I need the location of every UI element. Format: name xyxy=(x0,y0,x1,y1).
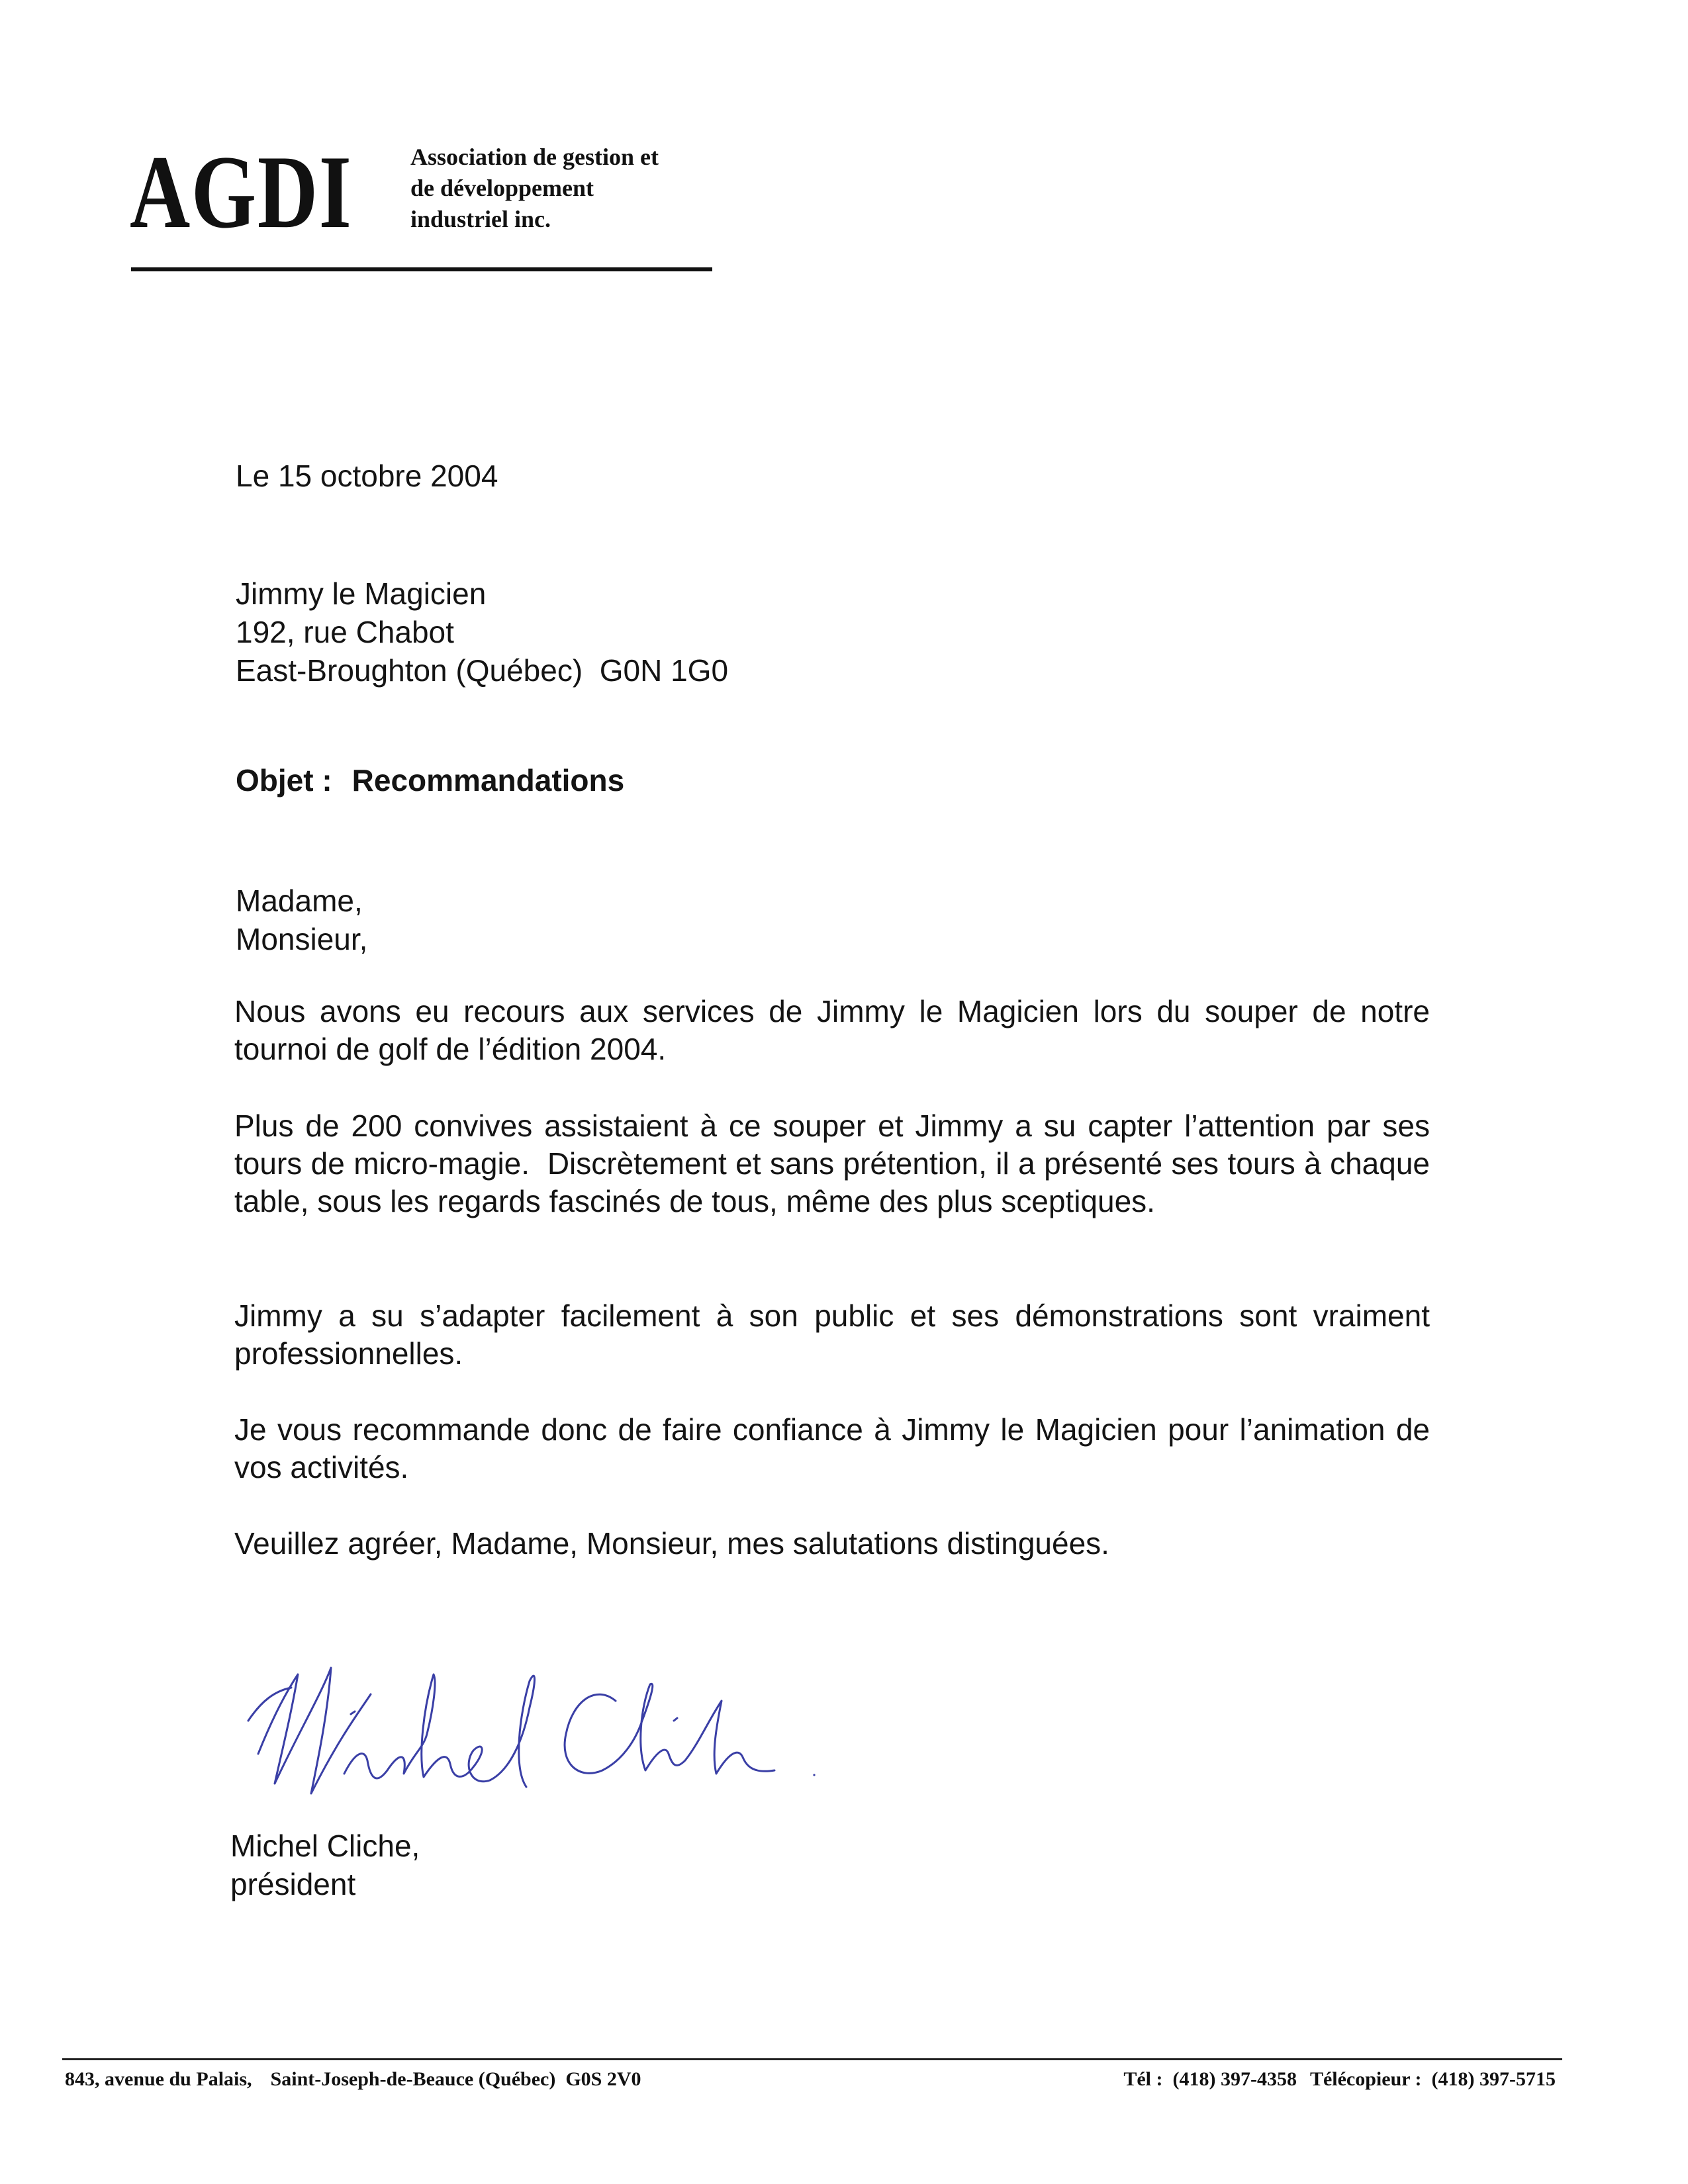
footer-fax: Télécopieur : (418) 397-5715 xyxy=(1309,2068,1556,2090)
body-paragraph: Plus de 200 convives assistaient à ce souper et Jimmy a su capter l’attention par ses tours de micro-magie. Discrètement et sans prétention, il a présenté ses tours à chaque table, sous les regards fascinés de tous, même des plus sceptiques. xyxy=(234,1109,1438,1218)
body-paragraph: Nous avons eu recours aux services de Jimmy le Magicien lors du souper de notre tournoi de golf de l’édition 2004. xyxy=(234,994,1430,1066)
body-paragraph: Je vous recommande donc de faire confiance à Jimmy le Magicien pour l’animation de vos activités. xyxy=(234,1412,1430,1484)
org-logo: AGDI xyxy=(130,134,353,250)
body-paragraph: Jimmy a su s’adapter facilement à son public et ses démonstrations sont vraiment professionnelles. xyxy=(234,1298,1430,1371)
subject-value: Recommandations xyxy=(352,763,625,797)
salutation xyxy=(236,882,367,958)
footer-street: 843, avenue du Palais, xyxy=(65,2068,252,2090)
footer-city: Saint-Joseph-de-Beauce (Québec) G0S 2V0 xyxy=(270,2068,641,2090)
salutation-line: Madame, xyxy=(236,884,363,918)
signer-title: président xyxy=(230,1867,356,1901)
letter-date: Le 15 octobre 2004 xyxy=(236,459,498,493)
recipient-city: East-Broughton (Québec) G0N 1G0 xyxy=(236,653,729,688)
recipient-street: 192, rue Chabot xyxy=(236,615,454,649)
recipient-name: Jimmy le Magicien xyxy=(236,576,487,611)
org-full-name xyxy=(410,142,659,235)
signer-block xyxy=(230,1827,420,1903)
recipient-address xyxy=(236,574,728,690)
footer-phone: Tél : (418) 397-4358 xyxy=(1123,2068,1297,2090)
letterhead-rule xyxy=(131,267,712,271)
subject-label: Objet : xyxy=(236,763,332,797)
subject-line xyxy=(236,762,624,798)
handwritten-signature xyxy=(245,1621,827,1820)
org-name-line: industriel inc. xyxy=(410,206,551,232)
org-name-line: Association de gestion et xyxy=(410,144,659,170)
salutation-line: Monsieur, xyxy=(236,922,368,956)
footer-address xyxy=(65,2068,641,2091)
signer-name: Michel Cliche, xyxy=(230,1829,420,1863)
footer-contact xyxy=(1123,2068,1556,2091)
org-name-line: de développement xyxy=(410,175,594,201)
footer-rule xyxy=(62,2058,1562,2060)
closing-paragraph: Veuillez agréer, Madame, Monsieur, mes salutations distinguées. xyxy=(234,1526,1109,1561)
